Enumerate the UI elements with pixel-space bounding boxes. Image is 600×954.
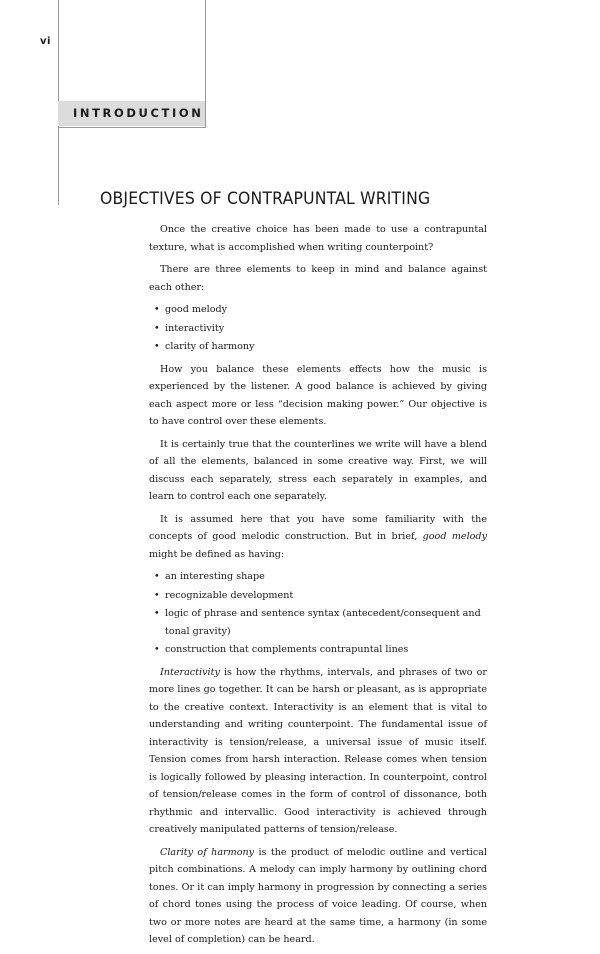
elements-list	[149, 301, 487, 356]
bullet-icon: •	[154, 608, 160, 619]
bullet-icon: •	[154, 644, 160, 655]
body-text	[149, 221, 487, 954]
list-item	[149, 338, 487, 356]
paragraph-text: is how the rhythms, intervals, and phrases of two or more lines go together. It can be harsh or pleasant, as is appropriate to the creative context. Interactivity is an element that is vital to understanding and writing counterpoint. The fundamental issue of interactivity is tension/release, a universal issue of music itself. Tension comes from harsh interaction. Release comes when tension is logically followed by pleasing interaction. In counterpoint, control of tension/release comes in the form of control of dissonance, both rhythmic and intervallic. Good interactivity is achieved through creatively manipulated patterns of tension/release.	[149, 666, 487, 835]
paragraph-balance: How you balance these elements effects how the music is experienced by the listener. A good balance is achieved by giving each aspect more or less “decision making power.” Our objective is to have control over these elements.	[149, 363, 487, 427]
paragraph-counterlines: It is certainly true that the counterlines we write will have a blend of all the elements, balanced in some creative way. First, we will discuss each separately, stress each separately in examples, and learn to control each one separately.	[149, 438, 487, 502]
section-label: INTRODUCTION	[73, 106, 204, 120]
list-item-text: interactivity	[165, 322, 225, 334]
list-item-text: an interesting shape	[165, 571, 265, 582]
bullet-icon: •	[154, 589, 160, 601]
term-clarity-of-harmony: Clarity of harmony	[160, 846, 255, 858]
paragraph-text: is the product of melodic outline and vertical pitch combinations. A melody can imply harmony by outlining chord tones. Or it can imply harmony in progression by connecting a series of chord tones using the process of voice leading. Of course, when two or more notes are heard at the same time, a harmony (in some level of completion) can be heard.	[149, 846, 487, 945]
list-item-text: recognizable development	[165, 589, 294, 601]
paragraph-text: It is assumed here that you have some familiarity with the concepts of good melodic construction. But in brief,	[149, 513, 487, 542]
list-item-text: clarity of harmony	[165, 341, 255, 352]
chapter-title: OBJECTIVES OF CONTRAPUNTAL WRITING	[100, 189, 431, 209]
paragraph-intro: Once the creative choice has been made to use a contrapuntal texture, what is accomplished when writing counterpoint?	[149, 224, 487, 253]
paragraph-elements-lead: There are three elements to keep in mind and balance against each other:	[149, 264, 487, 293]
list-item-text: logic of phrase and sentence syntax (antecedent/consequent and tonal gravity)	[165, 608, 481, 637]
list-item	[149, 641, 487, 659]
term-good-melody: good melody	[422, 531, 487, 542]
list-item	[149, 301, 487, 319]
bullet-icon: •	[154, 304, 160, 315]
list-item	[149, 605, 487, 640]
header-rule-vertical	[205, 0, 206, 128]
list-item-text: construction that complements contrapuntal lines	[165, 644, 409, 655]
list-item	[149, 568, 487, 586]
paragraph-interactivity	[149, 664, 487, 839]
term-interactivity: Interactivity	[160, 666, 220, 678]
page-number: vi	[40, 36, 51, 47]
list-item-text: good melody	[165, 304, 228, 315]
header-rule-horizontal	[58, 127, 206, 128]
list-item	[149, 320, 487, 338]
bullet-icon: •	[154, 341, 160, 352]
melody-list	[149, 568, 487, 659]
list-item	[149, 587, 487, 605]
paragraph-clarity-of-harmony	[149, 844, 487, 949]
paragraph-text: might be defined as having:	[149, 548, 285, 560]
bullet-icon: •	[154, 571, 160, 582]
paragraph-good-melody	[149, 511, 487, 564]
bullet-icon: •	[154, 322, 160, 334]
